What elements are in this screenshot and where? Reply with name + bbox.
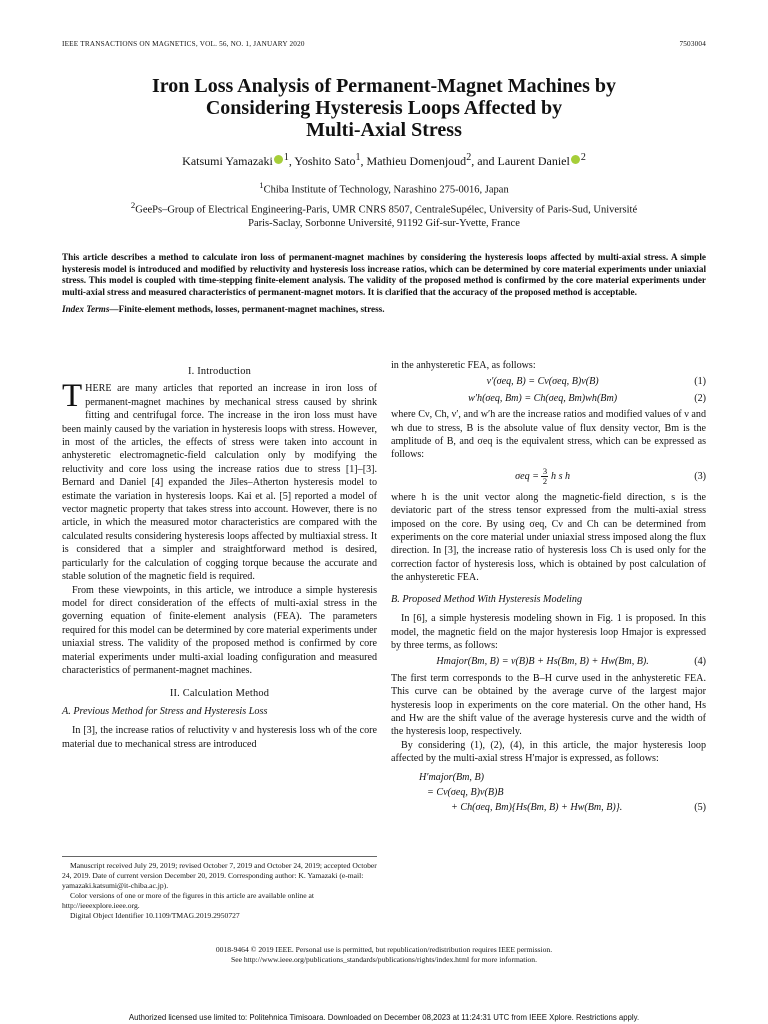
author-name: , and Laurent Daniel	[471, 154, 570, 168]
equation-number: (2)	[694, 392, 706, 404]
manuscript-note: Manuscript received July 29, 2019; revised October 7, 2019 and October 24, 2019; accepted October 24, 2019. Date of current version December 20, 2019. Corresponding author: K. Yamazaki (e-mail: yamazaki.katsumi@it-chiba.ac.jp).	[62, 861, 377, 890]
journal-info: IEEE TRANSACTIONS ON MAGNETICS, VOL. 56, NO. 1, JANUARY 2020	[62, 40, 305, 48]
equation-lhs: σeq =	[515, 470, 539, 482]
equation-line: = Cν(σeq, B)ν(B)B	[427, 786, 504, 798]
equation-body: ν′(σeq, B) = Cν(σeq, B)ν(B)	[486, 376, 599, 388]
copyright-line: 0018-9464 © 2019 IEEE. Personal use is permitted, but republication/redistribution requires IEEE permission.	[215, 945, 553, 954]
equation-number: (5)	[694, 801, 706, 813]
title-block	[62, 75, 706, 231]
paragraph: From these viewpoints, in this article, we introduce a simple hysteresis model for direct consideration of the effects of multi-axial stress in the governing equation of finite-element analysis (FEA). The parameters required for this model can be determined by core material experiments under uniaxial stress. The validity of the proposed method is confirmed by core material experiments under multi-axial loading configuration and measured characteristics of permanent-magnet machines.	[62, 584, 377, 676]
copyright-line: See http://www.ieee.org/publications_standards/publications/rights/index.html for more information.	[230, 955, 537, 964]
paragraph: In [3], the increase ratios of reluctivity ν and hysteresis loss wh of the core material due to mechanical stress are introduced	[62, 725, 377, 750]
fraction-denominator: 2	[542, 475, 548, 486]
index-terms	[62, 304, 706, 316]
affil-sup: 1	[259, 180, 264, 190]
equation-line: H′major(Bm, B)	[419, 771, 485, 783]
author-affil-sup: 2	[466, 152, 472, 163]
author-affil-sup: 1	[355, 152, 361, 163]
author-name: , Mathieu Domenjoud	[360, 154, 467, 168]
left-column	[62, 362, 377, 751]
paragraph: By considering (1), (2), (4), in this article, the major hysteresis loop affected by the multi-axial stress H′major is expressed, as follows:	[391, 739, 706, 765]
equation-number: (1)	[694, 376, 706, 388]
author-name: Katsumi Yamazaki	[182, 154, 273, 168]
equation-2	[391, 392, 706, 405]
paragraph	[62, 378, 377, 583]
equation-body: w′h(σeq, Bm) = Ch(σeq, Bm)wh(Bm)	[468, 392, 618, 404]
fraction-numerator: 3	[542, 465, 548, 476]
doi-note[interactable]: Digital Object Identifier 10.1109/TMAG.2019.2950727	[70, 911, 240, 920]
subsection-heading: A. Previous Method for Stress and Hysteresis Loss	[62, 705, 268, 717]
equation-fraction	[541, 467, 548, 486]
index-terms-label: Index Terms	[62, 304, 110, 315]
color-note: Color versions of one or more of the figures in this article are available online at http://ieeexplore.ieee.org.	[62, 891, 314, 910]
author-name: , Yoshito Sato	[288, 154, 356, 168]
equation-body	[391, 467, 694, 486]
section-heading: II. Calculation Method	[169, 688, 270, 700]
title-line: Multi-Axial Stress	[306, 119, 462, 141]
abstract-text: This article describes a method to calculate iron loss of permanent-magnet machines by considering the hysteresis loops affected by multi-axial stress. A simple hysteresis model is introduced and modified by reluctivity and hysteresis loss increase ratios, which can be determined by core material experiments under uniaxial stress. This model is coupled with time-stepping finite-element analysis. The validity of the proposed method is confirmed by the core material experiments under multi-axial stress and measured characteristics of permanent-magnet motors. It is clarified that the accuracy of the proposed method is acceptable.	[62, 252, 706, 297]
equation-1	[391, 375, 706, 388]
affil-text: GeePs–Group of Electrical Engineering-Paris, UMR CNRS 8507, CentraleSupélec, University of Paris-Sud, Université	[135, 204, 638, 215]
affiliation-1	[62, 178, 706, 198]
author-affil-sup: 2	[580, 152, 586, 163]
paragraph: in the anhysteretic FEA, as follows:	[391, 360, 536, 371]
title-line: Iron Loss Analysis of Permanent-Magnet Machines by	[151, 75, 617, 97]
license-footer: Authorized licensed use limited to: Politehnica Timisoara. Downloaded on December 08,2023 at 11:24:31 UTC from IEEE Xplore. Restrictions apply.	[128, 1013, 640, 1022]
paragraph: where h is the unit vector along the magnetic-field direction, s is the deviatoric part of the stress tensor expressed from the multi-axial stress imposed on the core. By using σeq, Cν and Ch can be determined from experiments on the core material under uniaxial stress imposed along the flux direction. In [3], the increase ratio of hysteresis loss Ch is used only for the correction factor of hysteresis loss, which is obtained by post calculation of the anhysteretic FEA.	[391, 491, 706, 584]
equation-5	[419, 770, 706, 815]
paragraph: where Cν, Ch, ν′, and w′h are the increase ratios and modified values of ν and wh due to stress, B is the absolute value of flux density vector, Bm is the amplitude of B, and σeq is the equivalent stress, which can be expressed as follows:	[391, 409, 706, 461]
equation-3	[391, 467, 706, 486]
equation-number: (3)	[694, 470, 706, 482]
copyright-notice	[62, 945, 706, 965]
affil-text: Chiba Institute of Technology, Narashino 275-0016, Japan	[263, 184, 509, 196]
equation-number: (4)	[694, 656, 706, 668]
section-heading: I. Introduction	[187, 366, 252, 377]
subsection-heading: B. Proposed Method With Hysteresis Modeling	[391, 593, 583, 605]
equation-body: + Ch(σeq, Bm){Hs(Bm, B) + Hw(Bm, B)}.	[451, 801, 623, 813]
paragraph: In [6], a simple hysteresis modeling shown in Fig. 1 is proposed. In this model, the magnetic field on the major hysteresis loop Hmajor is expressed by three terms, as follows:	[391, 613, 706, 651]
orcid-icon[interactable]	[274, 155, 283, 164]
paragraph-text: HERE are many articles that reported an increase in iron loss of permanent-magnet machines by mechanical stress caused by shrink fitting and centrifugal force. The increase in the iron loss must have been mainly caused by the variation in hysteresis loops with stress. However, in most of the articles, the effects of stress were taken into account in anhysteretic electromagnetic-field calculation only by modifying the reluctivity and core loss using the increase ratios due to stress [1]–[3]. Bernard and Daniel [4] expanded the Jiles–Atherton hysteresis model to estimate the variation in hysteresis loops. Kai et al. [5] reported a model of vector magnetic property that takes stress into account. However, there is no article, in which the measured motor characteristics are compared with the calculated results considering hysteresis loops affected by multiaxial stress. It is considered that a simpler and straightforward method is desired, particularly for the calculation of cogging torque because the accurate and stable solution of the magnetic field is required.	[62, 383, 377, 583]
paper-title	[62, 75, 706, 141]
equation-body: Hmajor(Bm, B) = ν(B)B + Hs(Bm, B) + Hw(Bm, B).	[436, 656, 649, 668]
footnote-block	[62, 856, 377, 921]
author-list	[62, 150, 706, 169]
orcid-icon[interactable]	[571, 155, 580, 164]
author-affil-sup: 1	[283, 152, 289, 163]
paragraph: The first term corresponds to the B–H curve used in the anhysteretic FEA. This curve can be obtained by the average curve of the largest major hysteresis loop in experiments on the core material. On the other hand, Hs and Hw are the shift value of the average hysteresis curve and the width of the hysteresis loop, respectively.	[391, 672, 706, 738]
equation-4	[391, 655, 706, 668]
drop-cap: T	[62, 378, 83, 415]
affiliations	[62, 178, 706, 231]
right-column	[391, 359, 706, 815]
affil-sup: 2	[130, 199, 136, 210]
affiliation-2	[62, 198, 706, 218]
article-number: 7503004	[679, 40, 706, 48]
title-line: Considering Hysteresis Loops Affected by	[205, 97, 563, 119]
index-terms-text: —Finite-element methods, losses, permanent-magnet machines, stress.	[109, 304, 385, 315]
abstract	[62, 252, 706, 316]
equation-line	[419, 800, 706, 815]
equation-rhs: h s h	[551, 470, 571, 482]
affiliation-2-cont: Paris-Saclay, Sorbonne Université, 91192 Gif-sur-Yvette, France	[248, 218, 520, 229]
